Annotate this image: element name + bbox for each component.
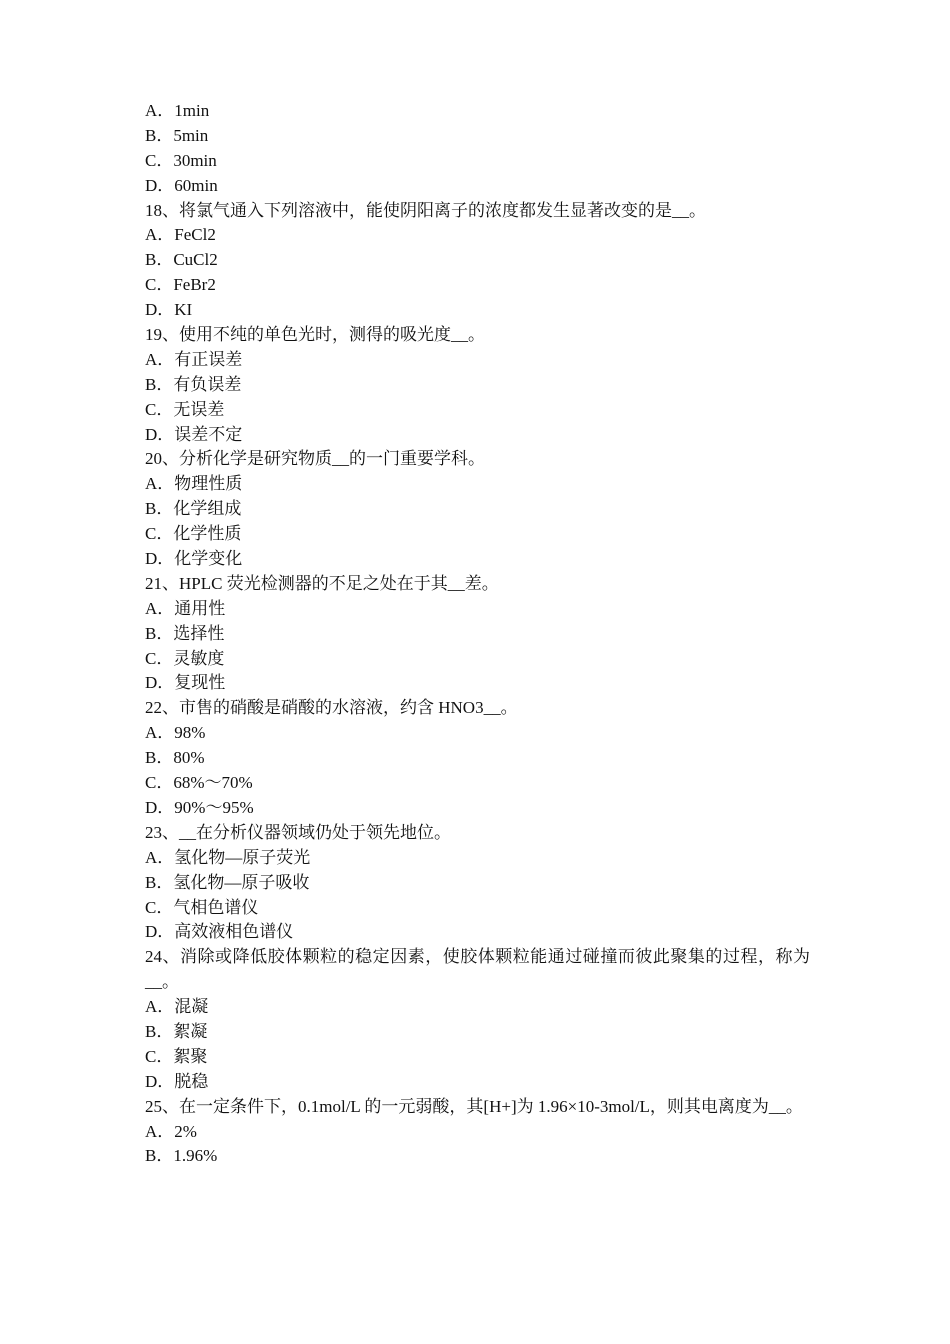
q23-option-c: C．气相色谱仪: [145, 897, 259, 917]
question-25: 25、在一定条件下，0.1mol/L 的一元弱酸，其[H+]为 1.96×10-3mol/L，则其电离度为__。: [145, 1096, 803, 1116]
q17-option-d: D．60min: [145, 175, 218, 195]
q20-option-c: C．化学性质: [145, 524, 242, 544]
q21-option-b: B．选择性: [145, 623, 225, 643]
q24-option-c: C．絮聚: [145, 1046, 208, 1066]
q19-option-d: D．误差不定: [145, 424, 243, 444]
q25-option-b: B．1.96%: [145, 1146, 218, 1166]
q20-option-d: D．化学变化: [145, 549, 243, 569]
q20-option-a: A．物理性质: [145, 474, 243, 494]
question-24: 24、消除或降低胶体颗粒的稳定因素，使胶体颗粒能通过碰撞而彼此聚集的过程，称为__。: [145, 947, 810, 992]
q18-option-c: C．FeBr2: [145, 275, 216, 295]
q22-option-b: B．80%: [145, 748, 205, 768]
q17-option-b: B．5min: [145, 125, 209, 145]
q21-option-c: C．灵敏度: [145, 648, 225, 668]
q24-option-b: B．絮凝: [145, 1021, 208, 1041]
question-22: 22、市售的硝酸是硝酸的水溶液，约含 HNO3__。: [145, 698, 518, 718]
q17-option-a: A．1min: [145, 101, 210, 120]
q19-option-c: C．无误差: [145, 399, 225, 419]
q21-option-a: A．通用性: [145, 598, 226, 618]
question-20: 20、分析化学是研究物质__的一门重要学科。: [145, 449, 485, 469]
q18-option-b: B．CuCl2: [145, 250, 218, 270]
q23-option-a: A．氢化物—原子荧光: [145, 847, 311, 867]
q23-option-b: B．氢化物—原子吸收: [145, 872, 310, 892]
question-21: 21、HPLC 荧光检测器的不足之处在于其__差。: [145, 573, 499, 593]
q19-option-b: B．有负误差: [145, 374, 242, 394]
q20-option-b: B．化学组成: [145, 499, 242, 519]
question-18: 18、将氯气通入下列溶液中，能使阴阳离子的浓度都发生显著改变的是__。: [145, 200, 706, 220]
q21-option-d: D．复现性: [145, 673, 226, 693]
q25-option-a: A．2%: [145, 1121, 197, 1141]
q24-option-a: A．混凝: [145, 997, 209, 1017]
q22-option-d: D．90%～95%: [145, 797, 254, 817]
document-page: [145, 99, 810, 1169]
q19-option-a: A．有正误差: [145, 349, 243, 369]
q23-option-d: D．高效液相色谱仪: [145, 922, 294, 942]
q22-option-c: C．68%～70%: [145, 773, 253, 793]
question-19: 19、使用不纯的单色光时，测得的吸光度__。: [145, 325, 485, 345]
q24-option-d: D．脱稳: [145, 1071, 209, 1091]
q18-option-d: D．KI: [145, 300, 193, 320]
q17-option-c: C．30min: [145, 150, 217, 170]
q22-option-a: A．98%: [145, 723, 206, 743]
question-23: 23、__在分析仪器领域仍处于领先地位。: [145, 822, 451, 842]
q18-option-a: A．FeCl2: [145, 225, 216, 245]
